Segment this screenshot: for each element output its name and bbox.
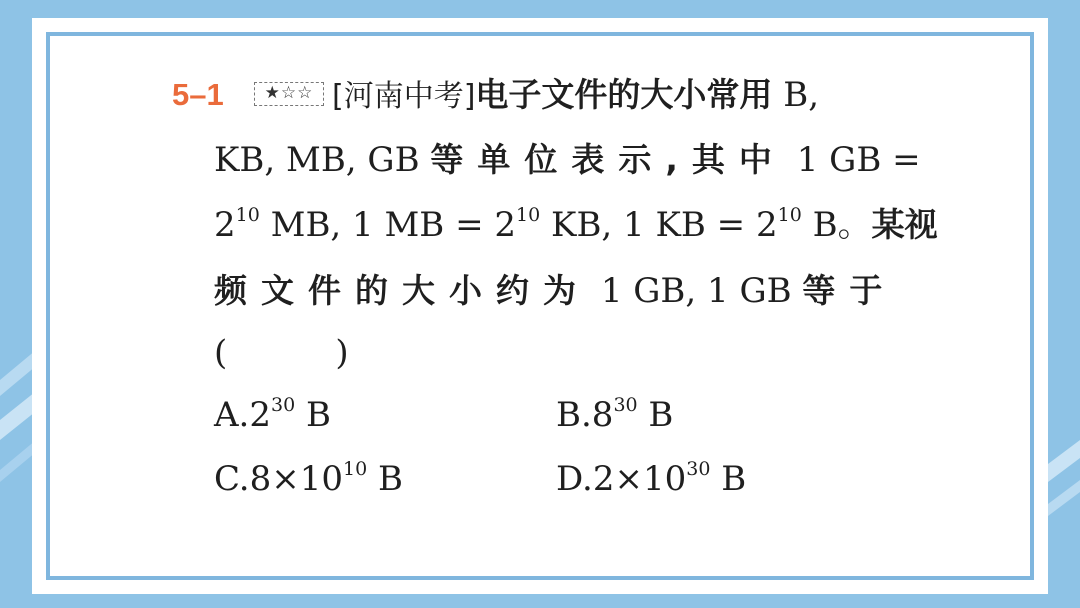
option-d[interactable] — [556, 454, 746, 504]
equation-part: KB, 1 KB = — [540, 205, 756, 245]
line4-end: 等于 — [802, 271, 897, 310]
equation-part: B。 — [801, 205, 872, 245]
option-b-exponent: 30 — [613, 394, 638, 416]
power-exponent: 10 — [777, 204, 802, 226]
line4-text: 频文件的大小约为 — [214, 271, 590, 310]
source-tag: [河南中考] — [332, 79, 476, 114]
option-c[interactable] — [214, 454, 403, 504]
option-a-exponent: 30 — [271, 394, 296, 416]
option-d-unit: B — [710, 459, 747, 499]
option-a[interactable] — [214, 390, 331, 440]
option-d-exponent: 30 — [686, 458, 711, 480]
option-a-unit: B — [295, 395, 331, 435]
question-number: 5–1 — [172, 77, 224, 112]
power-base: 2 — [494, 205, 517, 245]
option-a-prefix: A.2 — [214, 395, 271, 435]
line1-units: B, — [783, 75, 820, 115]
question-line-2 — [214, 135, 921, 185]
line2-text: 等单位表示,其中 — [430, 140, 786, 179]
answer-blank: ( ) — [214, 333, 349, 373]
option-b[interactable] — [556, 390, 673, 440]
power-exponent: 10 — [516, 204, 541, 226]
option-b-unit: B — [637, 395, 674, 435]
power-exponent: 10 — [235, 204, 260, 226]
line3-text: 某视 — [871, 205, 938, 244]
question-line-4 — [214, 266, 896, 316]
power-base: 2 — [755, 205, 778, 245]
question-line-1 — [332, 70, 819, 120]
power-base: 2 — [214, 205, 236, 245]
question-content — [32, 18, 1048, 594]
option-c-unit: B — [367, 459, 403, 499]
equation-part: MB, 1 MB = — [259, 205, 495, 245]
option-b-prefix: B.8 — [556, 395, 614, 435]
line2-units: KB, MB, GB — [214, 140, 420, 180]
line1-text: 电子文件的大小常用 — [475, 75, 773, 114]
option-c-exponent: 10 — [343, 458, 368, 480]
option-d-prefix: D.2×10 — [556, 459, 687, 499]
question-card — [32, 18, 1048, 594]
difficulty-stars-icon: ★☆☆ — [254, 82, 324, 106]
option-c-prefix: C.8×10 — [214, 459, 343, 499]
line4-value: 1 GB, 1 GB — [600, 271, 792, 311]
question-line-3 — [214, 200, 938, 250]
line2-equation: 1 GB = — [796, 140, 921, 180]
